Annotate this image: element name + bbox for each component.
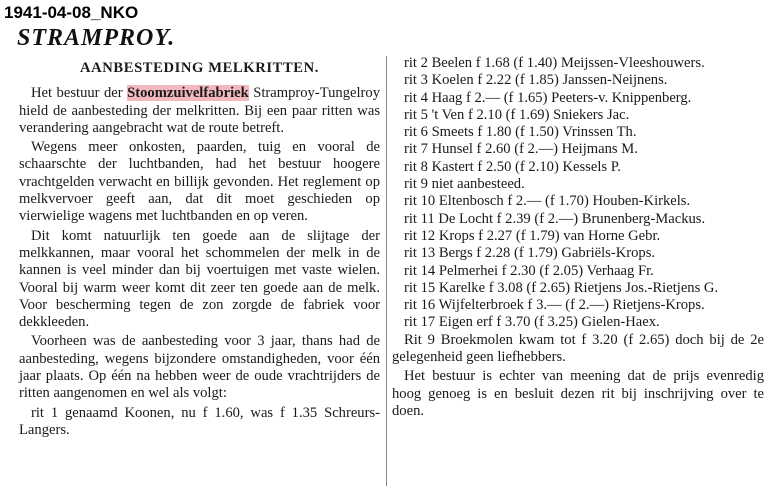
ride-entry: rit 8 Kastert f 2.50 (f 2.10) Kessels P.	[404, 158, 621, 175]
intro-after: Stramproy-Tungelroy hield de aanbesteding der melkritten. Bij een paar ritten was verandering aangebracht wat de route betreft.	[19, 85, 380, 136]
ride-entry: rit 11 De Locht f 2.39 (f 2.—) Brunenberg-Mackus.	[404, 210, 706, 227]
ride-entry: rit 6 Smeets f 1.80 (f 1.50) Vrinssen Th.	[404, 124, 637, 141]
clipping-date-label: 1941-04-08_NKO	[4, 3, 139, 22]
ride-entry: rit 10 Eltenbosch f 2.— (f 1.70) Houben-Kirkels.	[404, 193, 691, 210]
intro-before: Het bestuur der	[31, 85, 128, 102]
highlighted-term: Stoomzuivelfabriek	[127, 85, 249, 102]
ride-entry: rit 17 Eigen erf f 3.70 (f 3.25) Gielen-Haex.	[404, 314, 660, 331]
paragraph-costs: Wegens meer onkosten, paarden, tuig en vooral de schaarschte der luchtbanden, had het bestuur hoogere vrachtgelden verwacht en billijk gevonden. Het reglement op melkvervoer geeft aan, dat dit moet geschieden op vierwielige wagens met luchtbanden en op veren.	[19, 139, 380, 225]
article-title: AANBESTEDING MELKRITTEN.	[79, 60, 320, 76]
article-left-column	[19, 60, 380, 441]
ride-entry: rit 16 Wijfelterbroek f 3.— (f 2.—) Rietjens-Krops.	[404, 297, 705, 314]
paragraph-tender-period: Voorheen was de aanbesteding voor 3 jaar, thans had de aanbesteding, wegens bijzondere omstandigheden, voor één jaar plaats. Op één na hebben weer de oude vrachtrijders de ritten aangenomen en wel als volgt:	[19, 333, 380, 402]
rides-list	[392, 55, 764, 332]
ride-entry: rit 9 niet aanbesteed.	[404, 176, 525, 193]
ride-entry: rit 2 Beelen f 1.68 (f 1.40) Meijssen-Vleeshouwers.	[404, 55, 705, 71]
column-divider	[386, 56, 387, 486]
ride-entry: rit 13 Bergs f 2.28 (f 1.79) Gabriëls-Krops.	[404, 245, 656, 262]
paragraph-rit-1: rit 1 genaamd Koonen, nu f 1.60, was f 1.35 Schreurs-Langers.	[19, 404, 380, 438]
ride-entry: rit 4 Haag f 2.— (f 1.65) Peeters-v. Knippenberg.	[404, 89, 692, 106]
ride-entry: rit 14 Pelmerhei f 2.30 (f 2.05) Verhaag Fr.	[404, 262, 654, 279]
paragraph-conclusion: Het bestuur is echter van meening dat de prijs evenredig hoog genoeg is en besluit dezen rit bij inschrijving over te doen.	[392, 368, 764, 419]
ride-entry: rit 7 Hunsel f 2.60 (f 2.—) Heijmans M.	[404, 141, 638, 158]
paragraph-intro	[19, 85, 380, 137]
paragraph-rit-9: Rit 9 Broekmolen kwam tot f 3.20 (f 2.65) doch bij de 2e gelegenheid geen liefhebbers.	[392, 331, 764, 366]
ride-entry: rit 12 Krops f 2.27 (f 1.79) van Horne Gebr.	[404, 227, 661, 244]
ride-entry: rit 15 Karelke f 3.08 (f 2.65) Rietjens Jos.-Rietjens G.	[404, 279, 719, 296]
paragraph-benefits: Dit komt natuurlijk ten goede aan de slijtage der melkkannen, maar vooral het schommelen der melk in de kannen is veel minder dan bij voertuigen met vaste wielen. Vooral bij warm weer komt dit zeer ten goede aan de melk. Voor bescherming tegen de zon zorgde de fabriek voor dekkleeden.	[19, 227, 380, 331]
ride-entry: rit 3 Koelen f 2.22 (f 1.85) Janssen-Neijnens.	[404, 72, 668, 89]
ride-entry: rit 5 't Ven f 2.10 (f 1.69) Sniekers Jac.	[404, 106, 630, 123]
place-heading: STRAMPROY.	[17, 25, 176, 51]
article-right-column	[392, 55, 764, 422]
